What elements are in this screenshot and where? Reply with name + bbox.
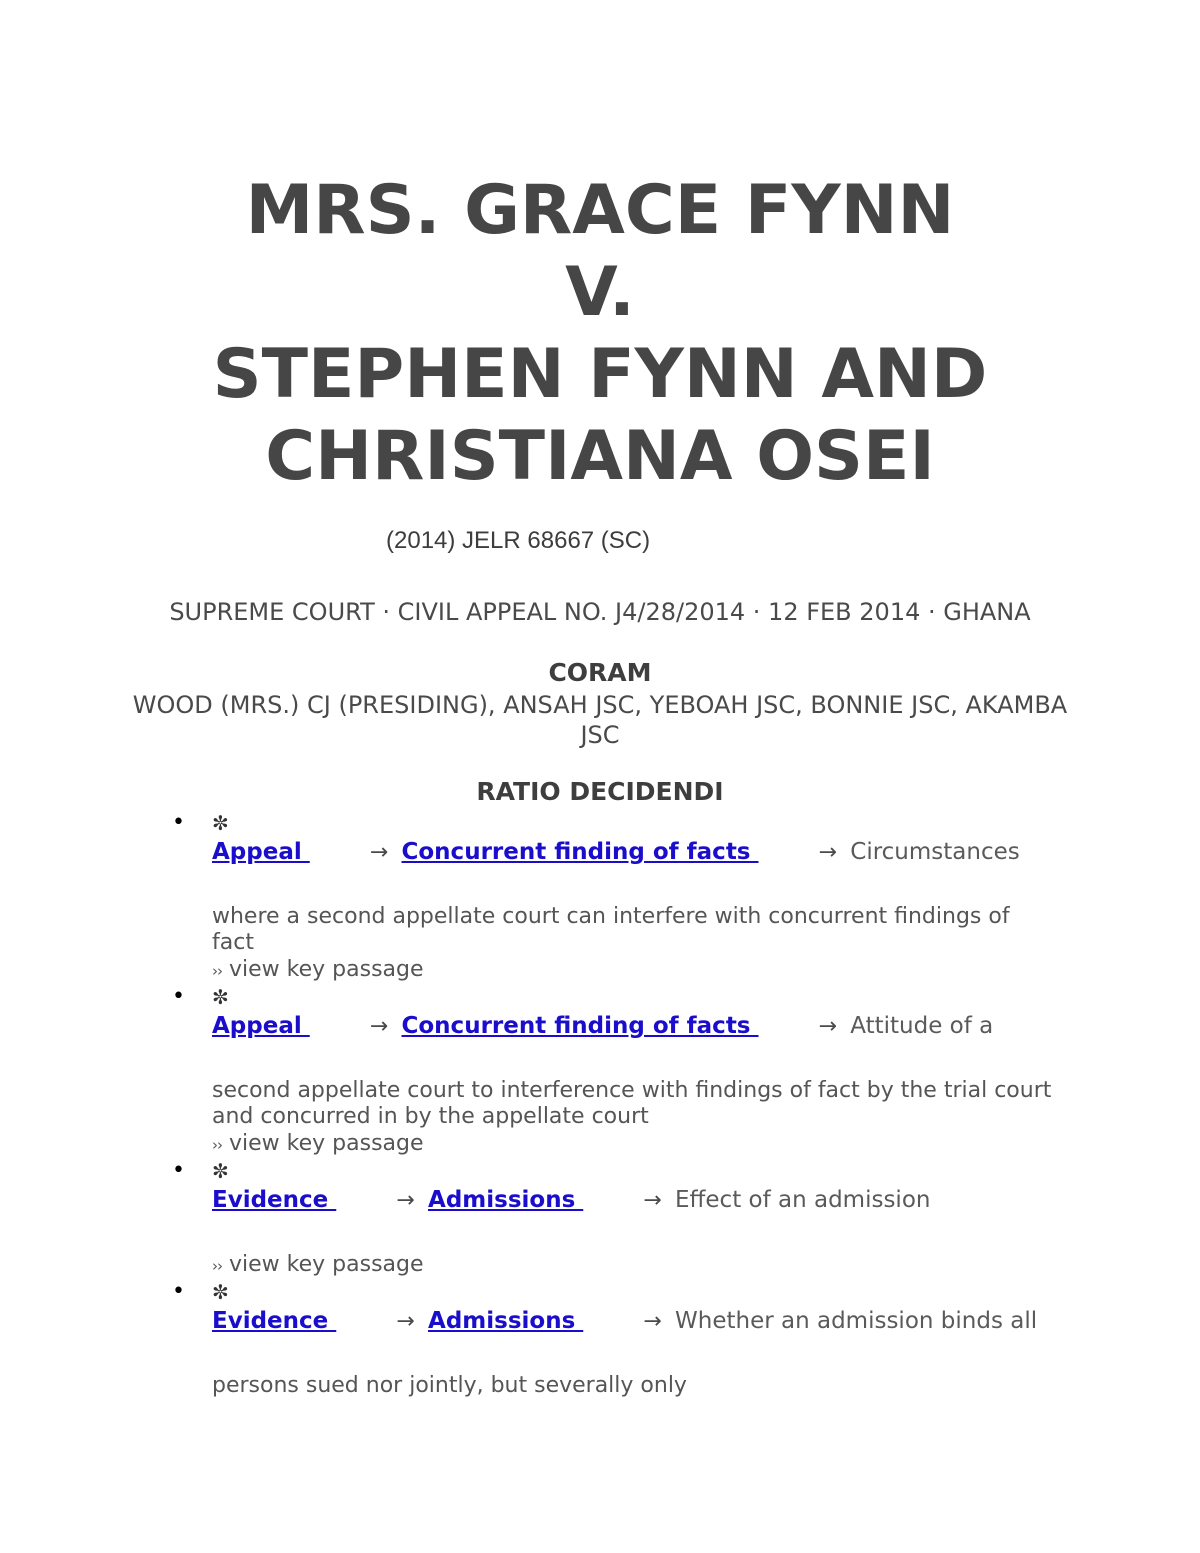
category-link[interactable]: Appeal xyxy=(212,839,310,865)
subcategory-link[interactable]: Admissions xyxy=(428,1308,584,1334)
ratio-description: where a second appellate court can interfere with concurrent findings of fact xyxy=(212,904,1010,955)
subcategory-link[interactable]: Concurrent finding of facts xyxy=(401,839,759,865)
ratio-heading: RATIO DECIDENDI xyxy=(476,777,724,806)
bullet-icon: • xyxy=(172,984,185,1009)
subcategory-link[interactable]: Concurrent finding of facts xyxy=(401,1013,759,1039)
arrow-icon: → xyxy=(818,1014,837,1039)
chevron-double-right-icon: ›› xyxy=(212,962,222,980)
judges-list: WOOD (MRS.) CJ (PRESIDING), ANSAH JSC, YEBOAH JSC, BONNIE JSC, AKAMBA JSC xyxy=(132,691,1068,749)
arrow-icon: → xyxy=(818,840,837,865)
coram-label: CORAM xyxy=(548,658,652,687)
case-title xyxy=(0,170,1200,498)
ratio-breadcrumb xyxy=(212,1012,993,1041)
arrow-icon: → xyxy=(369,840,389,865)
star-icon: ✼ xyxy=(212,1280,229,1304)
star-icon: ✼ xyxy=(212,985,229,1009)
category-link[interactable]: Evidence xyxy=(212,1187,337,1213)
arrow-icon: → xyxy=(643,1309,662,1334)
ratio-topic: Circumstances xyxy=(850,839,1020,865)
subcategory-link[interactable]: Admissions xyxy=(428,1187,584,1213)
ratio-breadcrumb xyxy=(212,838,1020,867)
arrow-icon: → xyxy=(396,1188,415,1213)
case-title-line: STEPHEN FYNN AND xyxy=(212,335,988,414)
chevron-double-right-icon: ›› xyxy=(212,1257,222,1275)
ratio-breadcrumb xyxy=(212,1307,1037,1336)
view-key-passage-label: view key passage xyxy=(229,1131,424,1156)
ratio-topic: Attitude of a xyxy=(850,1013,994,1039)
ratio-breadcrumb xyxy=(212,1186,930,1215)
ratio-description: second appellate court to interference with findings of fact by the trial court and concurred in by the appellate court xyxy=(212,1078,1052,1129)
case-citation: (2014) JELR 68667 (SC) xyxy=(386,527,651,554)
view-key-passage-link[interactable] xyxy=(212,1252,424,1279)
view-key-passage-link[interactable] xyxy=(212,957,424,984)
category-link[interactable]: Evidence xyxy=(212,1308,337,1334)
arrow-icon: → xyxy=(396,1309,415,1334)
bullet-icon: • xyxy=(172,810,185,835)
star-icon: ✼ xyxy=(212,811,229,835)
category-link[interactable]: Appeal xyxy=(212,1013,310,1039)
chevron-double-right-icon: ›› xyxy=(212,1136,222,1154)
view-key-passage-label: view key passage xyxy=(229,1252,424,1277)
ratio-description: persons sued nor jointly, but severally only xyxy=(212,1373,687,1398)
case-title-line: MRS. GRACE FYNN xyxy=(245,171,955,250)
case-title-line: CHRISTIANA OSEI xyxy=(265,417,935,496)
star-icon: ✼ xyxy=(212,1159,229,1183)
view-key-passage-label: view key passage xyxy=(229,957,424,982)
view-key-passage-link[interactable] xyxy=(212,1131,424,1158)
case-title-line: V. xyxy=(565,253,635,332)
bullet-icon: • xyxy=(172,1279,185,1304)
ratio-topic: Whether an admission binds all xyxy=(675,1308,1038,1334)
ratio-topic: Effect of an admission xyxy=(675,1187,931,1213)
court-info: SUPREME COURT · CIVIL APPEAL NO. J4/28/2014 · 12 FEB 2014 · GHANA xyxy=(169,598,1031,626)
arrow-icon: → xyxy=(369,1014,389,1039)
bullet-icon: • xyxy=(172,1158,185,1183)
arrow-icon: → xyxy=(643,1188,662,1213)
